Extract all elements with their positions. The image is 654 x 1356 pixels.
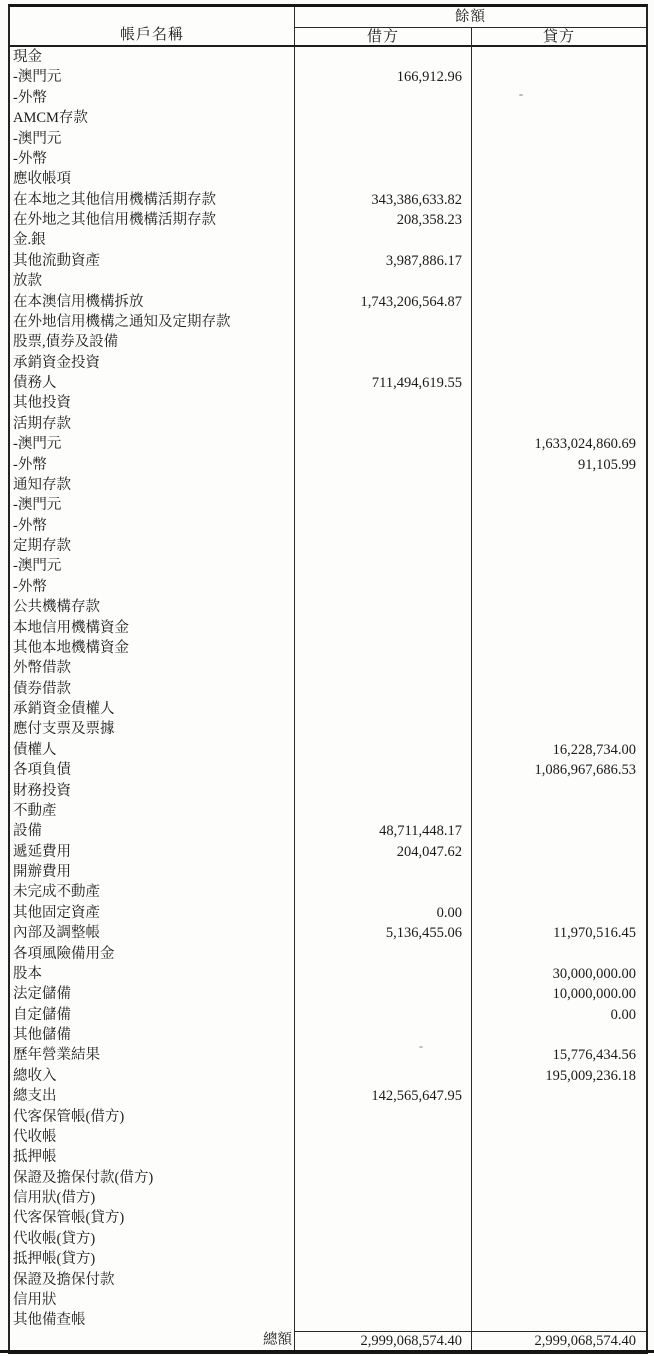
credit-cell: 195,009,236.18	[545, 1067, 636, 1084]
debit-cell: 3,987,886.17	[295, 251, 472, 271]
debit-cell	[295, 699, 472, 719]
page-bottom-rule	[0, 1350, 654, 1353]
credit-cell	[472, 1147, 646, 1167]
credit-cell	[472, 67, 646, 87]
credit-cell	[472, 862, 646, 882]
balance-header-group	[295, 7, 646, 45]
credit-cell: 0.00	[610, 1006, 636, 1023]
credit-cell	[472, 1107, 646, 1127]
table-row	[10, 944, 646, 964]
account-name-cell: 總收入	[10, 1066, 295, 1086]
table-row	[10, 862, 646, 882]
table-row	[10, 312, 646, 332]
account-name-cell: 債券借款	[10, 679, 295, 699]
debit-cell	[295, 1208, 472, 1228]
table-row	[10, 495, 646, 515]
table-row	[10, 801, 646, 821]
table-row	[10, 1066, 646, 1086]
credit-cell	[472, 230, 646, 250]
credit-cell: 16,228,734.00	[552, 741, 636, 758]
credit-cell	[472, 1249, 646, 1269]
table-row	[10, 1005, 646, 1025]
credit-cell	[472, 882, 646, 902]
credit-cell	[472, 1310, 646, 1330]
debit-cell	[295, 618, 472, 638]
account-name-cell: 外幣借款	[10, 658, 295, 678]
account-name-cell: 現金	[10, 47, 295, 67]
credit-cell	[472, 169, 646, 189]
account-name-cell: 代收帳(貸方)	[10, 1229, 295, 1249]
account-name-cell: 抵押帳	[10, 1147, 295, 1167]
debit-cell: 166,912.96	[295, 67, 472, 87]
credit-cell: 1,633,024,860.69	[534, 436, 636, 453]
debit-header: 借方	[295, 28, 472, 46]
table-row	[10, 1045, 646, 1065]
account-name-cell: -澳門元	[10, 556, 295, 576]
credit-cell	[472, 251, 646, 271]
debit-cell	[295, 1310, 472, 1330]
debit-cell	[295, 1188, 472, 1208]
debit-cell	[295, 944, 472, 964]
credit-cell	[472, 210, 646, 230]
table-rows	[10, 47, 646, 1331]
credit-cell: 15,776,434.56	[552, 1047, 636, 1064]
credit-cell	[472, 944, 646, 964]
account-name-cell: 各項負債	[10, 760, 295, 780]
scan-speck	[519, 94, 523, 96]
debit-cell	[295, 1147, 472, 1167]
table-row	[10, 964, 646, 984]
credit-cell	[472, 1188, 646, 1208]
debit-cell	[295, 475, 472, 495]
debit-cell	[295, 516, 472, 536]
table-row	[10, 618, 646, 638]
account-name-cell: 內部及調整帳	[10, 923, 295, 943]
table-row	[10, 292, 646, 312]
credit-cell	[472, 536, 646, 556]
account-name-cell: 本地信用機構資金	[10, 618, 295, 638]
credit-cell	[472, 658, 646, 678]
credit-cell	[472, 332, 646, 352]
table-row	[10, 1310, 646, 1330]
account-name-cell: 定期存款	[10, 536, 295, 556]
table-row	[10, 271, 646, 291]
trial-balance-table	[8, 4, 648, 1354]
debit-cell	[295, 964, 472, 984]
table-row	[10, 923, 646, 943]
table-row	[10, 149, 646, 169]
credit-cell	[472, 1127, 646, 1147]
table-row	[10, 781, 646, 801]
table-header	[10, 7, 646, 47]
credit-cell: 91,105.99	[578, 456, 636, 473]
debit-cell	[295, 638, 472, 658]
debit-cell	[295, 230, 472, 250]
table-row	[10, 393, 646, 413]
credit-cell: 11,970,516.45	[553, 925, 636, 942]
table-row	[10, 169, 646, 189]
credit-cell	[472, 88, 646, 108]
debit-cell	[295, 1270, 472, 1290]
debit-cell	[295, 455, 472, 475]
table-row	[10, 842, 646, 862]
debit-cell	[295, 679, 472, 699]
account-name-cell: -外幣	[10, 516, 295, 536]
balance-header: 餘額	[295, 7, 646, 28]
debit-cell: 343,386,633.82	[295, 190, 472, 210]
table-row	[10, 719, 646, 739]
account-name-cell: 在外地之其他信用機構活期存款	[10, 210, 295, 230]
debit-cell: 1,743,206,564.87	[295, 292, 472, 312]
credit-cell	[472, 903, 646, 923]
debit-cell	[295, 1249, 472, 1269]
account-name-cell: 代客保管帳(貸方)	[10, 1208, 295, 1228]
debit-cell	[295, 108, 472, 128]
debit-cell	[295, 312, 472, 332]
total-label: 總額	[10, 1331, 295, 1352]
credit-cell	[472, 271, 646, 291]
account-name-cell: 保證及擔保付款(借方)	[10, 1168, 295, 1188]
debit-credit-header-row	[295, 28, 646, 46]
credit-cell: 1,086,967,686.53	[534, 762, 636, 779]
credit-cell	[472, 781, 646, 801]
debit-cell	[295, 1066, 472, 1086]
credit-cell	[472, 821, 646, 841]
debit-cell	[295, 434, 472, 454]
credit-cell	[472, 1290, 646, 1310]
debit-cell	[295, 719, 472, 739]
account-name-cell: -澳門元	[10, 434, 295, 454]
table-row	[10, 882, 646, 902]
credit-cell	[472, 1270, 646, 1290]
table-row	[10, 740, 646, 760]
table-row	[10, 353, 646, 373]
table-row	[10, 230, 646, 250]
debit-cell	[295, 760, 472, 780]
account-name-cell: 其他固定資產	[10, 903, 295, 923]
credit-cell	[472, 495, 646, 515]
credit-cell	[472, 190, 646, 210]
debit-cell: 711,494,619.55	[295, 373, 472, 393]
debit-cell: 142,565,647.95	[295, 1086, 472, 1106]
account-name-cell: 其他投資	[10, 393, 295, 413]
account-name-cell: AMCM存款	[10, 108, 295, 128]
table-row	[10, 556, 646, 576]
credit-cell	[472, 842, 646, 862]
credit-cell	[472, 393, 646, 413]
table-row	[10, 597, 646, 617]
debit-cell	[295, 1127, 472, 1147]
account-name-cell: 金.銀	[10, 230, 295, 250]
table-row	[10, 1208, 646, 1228]
account-name-cell: -澳門元	[10, 495, 295, 515]
credit-cell	[472, 597, 646, 617]
credit-header: 貸方	[542, 29, 575, 45]
account-name-cell: 其他儲備	[10, 1025, 295, 1045]
account-name-cell: 通知存款	[10, 475, 295, 495]
account-name-cell: 其他備查帳	[10, 1310, 295, 1330]
table-row	[10, 1086, 646, 1106]
debit-cell	[295, 495, 472, 515]
table-row	[10, 455, 646, 475]
table-row	[10, 108, 646, 128]
debit-cell	[295, 332, 472, 352]
debit-cell	[295, 414, 472, 434]
debit-cell: 204,047.62	[295, 842, 472, 862]
account-name-cell: 放款	[10, 271, 295, 291]
account-name-cell: 承銷資金投資	[10, 353, 295, 373]
debit-cell	[295, 1290, 472, 1310]
table-row	[10, 760, 646, 780]
table-row	[10, 251, 646, 271]
credit-cell	[472, 129, 646, 149]
account-name-cell: 財務投資	[10, 781, 295, 801]
debit-cell	[295, 1045, 472, 1065]
account-name-cell: 在本地之其他信用機構活期存款	[10, 190, 295, 210]
debit-cell	[295, 740, 472, 760]
credit-cell	[472, 516, 646, 536]
account-name-cell: 股票,債券及設備	[10, 332, 295, 352]
table-row	[10, 475, 646, 495]
credit-cell	[472, 475, 646, 495]
account-name-cell: 未完成不動產	[10, 882, 295, 902]
debit-cell	[295, 149, 472, 169]
debit-cell	[295, 597, 472, 617]
account-name-cell: 遞延費用	[10, 842, 295, 862]
debit-cell	[295, 801, 472, 821]
account-name-cell: 應付支票及票據	[10, 719, 295, 739]
account-name-cell: 信用狀(借方)	[10, 1188, 295, 1208]
credit-cell	[472, 47, 646, 67]
table-row	[10, 1025, 646, 1045]
account-name-cell: 股本	[10, 964, 295, 984]
account-name-cell: 不動產	[10, 801, 295, 821]
table-row	[10, 679, 646, 699]
account-name-cell: 歷年營業結果	[10, 1045, 295, 1065]
scan-speck	[419, 1046, 423, 1048]
credit-cell: 30,000,000.00	[552, 965, 636, 982]
credit-cell	[472, 638, 646, 658]
debit-cell	[295, 169, 472, 189]
account-name-cell: 各項風險備用金	[10, 944, 295, 964]
table-row	[10, 699, 646, 719]
debit-cell	[295, 393, 472, 413]
account-name-cell: 在外地信用機構之通知及定期存款	[10, 312, 295, 332]
table-row	[10, 129, 646, 149]
table-row	[10, 67, 646, 87]
total-credit-cell: 2,999,068,574.40	[472, 1331, 646, 1352]
account-name-cell: 總支出	[10, 1086, 295, 1106]
credit-cell: 10,000,000.00	[552, 986, 636, 1003]
credit-cell	[472, 149, 646, 169]
debit-cell	[295, 1107, 472, 1127]
debit-cell	[295, 984, 472, 1004]
debit-cell: 5,136,455.06	[295, 923, 472, 943]
account-name-cell: -澳門元	[10, 67, 295, 87]
table-row	[10, 821, 646, 841]
debit-cell	[295, 1025, 472, 1045]
debit-cell	[295, 882, 472, 902]
credit-cell	[472, 414, 646, 434]
table-row	[10, 1249, 646, 1269]
account-name-cell: 代客保管帳(借方)	[10, 1107, 295, 1127]
table-row	[10, 984, 646, 1004]
credit-cell	[472, 618, 646, 638]
account-name-cell: -澳門元	[10, 129, 295, 149]
debit-cell	[295, 1229, 472, 1249]
debit-cell	[295, 1005, 472, 1025]
credit-cell	[472, 1229, 646, 1249]
account-name-cell: 保證及擔保付款	[10, 1270, 295, 1290]
credit-cell	[472, 292, 646, 312]
credit-cell	[472, 679, 646, 699]
table-row	[10, 373, 646, 393]
table-row	[10, 88, 646, 108]
credit-cell	[472, 312, 646, 332]
table-row	[10, 1168, 646, 1188]
account-name-cell: 應收帳項	[10, 169, 295, 189]
credit-cell	[472, 373, 646, 393]
account-name-cell: 其他流動資產	[10, 251, 295, 271]
account-name-cell: 其他本地機構資金	[10, 638, 295, 658]
account-name-cell: -外幣	[10, 577, 295, 597]
debit-cell	[295, 862, 472, 882]
table-row	[10, 1107, 646, 1127]
table-row	[10, 1229, 646, 1249]
account-name-cell: 抵押帳(貸方)	[10, 1249, 295, 1269]
credit-cell	[472, 1168, 646, 1188]
credit-cell	[472, 108, 646, 128]
table-row	[10, 414, 646, 434]
account-name-cell: 在本澳信用機構拆放	[10, 292, 295, 312]
debit-cell	[295, 536, 472, 556]
account-name-cell: 公共機構存款	[10, 597, 295, 617]
debit-cell	[295, 1168, 472, 1188]
total-row	[10, 1331, 646, 1352]
table-row	[10, 332, 646, 352]
account-name-cell: 信用狀	[10, 1290, 295, 1310]
account-name-cell: 債權人	[10, 740, 295, 760]
debit-cell	[295, 781, 472, 801]
debit-cell	[295, 353, 472, 373]
credit-cell	[472, 1086, 646, 1106]
table-row	[10, 658, 646, 678]
account-name-header: 帳戶名稱	[10, 7, 295, 45]
account-name-cell: 債務人	[10, 373, 295, 393]
table-row	[10, 516, 646, 536]
table-row	[10, 536, 646, 556]
account-name-cell: 活期存款	[10, 414, 295, 434]
account-name-cell: 承銷資金債權人	[10, 699, 295, 719]
account-name-cell: -外幣	[10, 88, 295, 108]
credit-cell	[472, 699, 646, 719]
table-row	[10, 434, 646, 454]
total-debit-cell: 2,999,068,574.40	[295, 1331, 472, 1352]
table-row	[10, 210, 646, 230]
credit-cell	[472, 353, 646, 373]
debit-cell: 208,358.23	[295, 210, 472, 230]
table-row	[10, 1127, 646, 1147]
credit-cell	[472, 801, 646, 821]
table-row	[10, 1270, 646, 1290]
credit-cell	[472, 577, 646, 597]
credit-cell	[472, 719, 646, 739]
debit-cell: 0.00	[295, 903, 472, 923]
debit-cell	[295, 88, 472, 108]
credit-cell	[472, 1025, 646, 1045]
account-name-cell: 法定儲備	[10, 984, 295, 1004]
table-row	[10, 1290, 646, 1310]
debit-cell	[295, 47, 472, 67]
debit-cell	[295, 658, 472, 678]
debit-cell	[295, 271, 472, 291]
account-name-cell: 自定儲備	[10, 1005, 295, 1025]
credit-cell	[472, 556, 646, 576]
credit-cell	[472, 1208, 646, 1228]
table-row	[10, 1147, 646, 1167]
table-row	[10, 903, 646, 923]
table-row	[10, 190, 646, 210]
table-row	[10, 638, 646, 658]
account-name-cell: -外幣	[10, 455, 295, 475]
debit-cell: 48,711,448.17	[295, 821, 472, 841]
account-name-cell: 開辦費用	[10, 862, 295, 882]
debit-cell	[295, 556, 472, 576]
account-name-cell: -外幣	[10, 149, 295, 169]
debit-cell	[295, 577, 472, 597]
table-row	[10, 1188, 646, 1208]
account-name-cell: 設備	[10, 821, 295, 841]
table-row	[10, 577, 646, 597]
debit-cell	[295, 129, 472, 149]
account-name-cell: 代收帳	[10, 1127, 295, 1147]
table-row	[10, 47, 646, 67]
